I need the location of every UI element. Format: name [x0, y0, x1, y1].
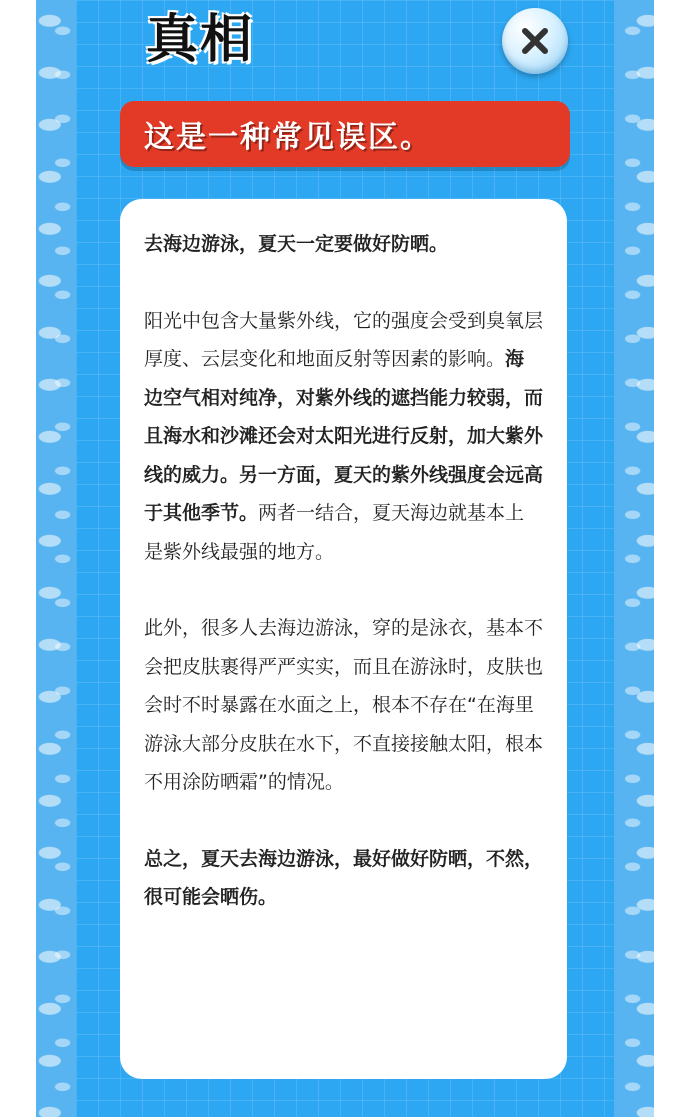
page-title: 真相: [146, 10, 255, 70]
close-button[interactable]: [502, 8, 568, 74]
content-card: [120, 199, 567, 1079]
banner-text: 这是一种常见误区。: [144, 120, 432, 155]
conclusion-text: 总之，夏天去海边游泳，最好做好防晒，不然，很可能会晒伤。: [144, 847, 544, 908]
paragraph-uv: [144, 302, 543, 572]
paragraph-swimsuit: 此外，很多人去海边游泳，穿的是泳衣，基本不会把皮肤裹得严严实实，而且在游泳时，皮肤也会时不时暴露在水面之上，根本不存在“在海里游泳大部分皮肤在水下，不直接接触太阳，根本不用涂防晒霜”的情况。: [144, 617, 544, 793]
paragraph-uv-normal-2: 两者一结合，夏天海边就基本上是紫外线最强的地方。: [144, 502, 525, 563]
close-icon: [518, 24, 552, 58]
paragraph-uv-normal-1: 阳光中包含大量紫外线，它的强度会受到臭氧层厚度、云层变化和地面反射等因素的影响。: [144, 309, 544, 370]
headline-banner: [120, 101, 570, 167]
paragraph-uv-bold: 海边空气相对纯净，对紫外线的遮挡能力较弱，而且海水和沙滩还会对太阳光进行反射，加大紫外线的威力。另一方面，夏天的紫外线强度会远高于其他季节。: [144, 348, 544, 524]
intro-text: 去海边游泳，夏天一定要做好防晒。: [144, 233, 449, 255]
